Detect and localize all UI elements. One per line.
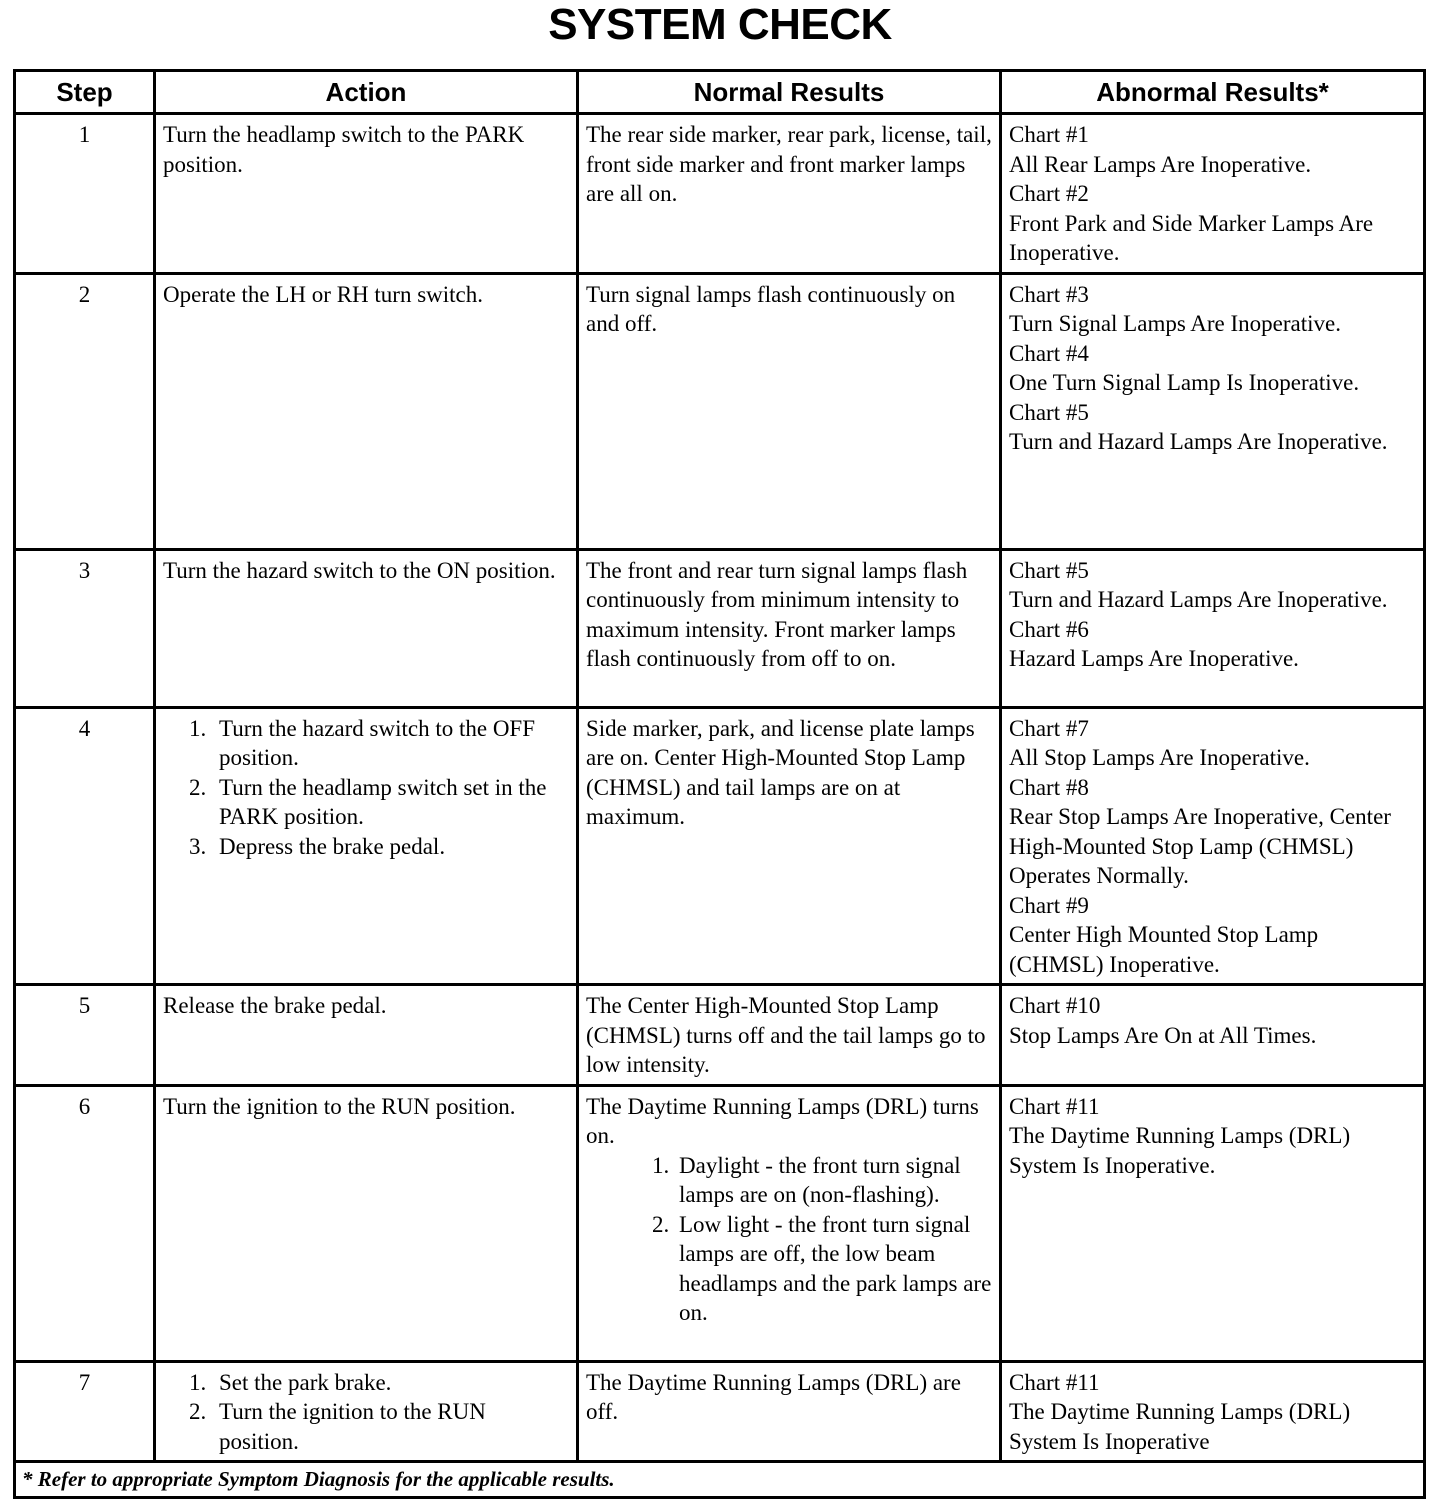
list-number: 2.: [189, 774, 207, 800]
chart-ref: Chart #9: [1009, 892, 1089, 918]
chart-ref: Chart #8: [1009, 774, 1089, 800]
normal-results: [579, 1087, 999, 1332]
step-number: 7: [78, 1369, 91, 1395]
action-text: Turn the headlamp switch to the PARK position.: [163, 122, 525, 177]
abnormal-condition: Stop Lamps Are On at All Times.: [1009, 1022, 1317, 1048]
step-number: 2: [78, 281, 91, 307]
normal-result-text: Turn signal lamps flash continuously on and off.: [586, 281, 956, 336]
normal-result-text: The Daytime Running Lamps (DRL) are off.: [586, 1369, 961, 1424]
abnormal-condition: All Rear Lamps Are Inoperative.: [1009, 151, 1312, 177]
list-number: 1.: [189, 715, 207, 741]
header-normal-results: Normal Results: [578, 71, 1001, 114]
action-steps: [156, 1363, 576, 1461]
list-number: 2.: [189, 1399, 207, 1424]
normal-result-text: The Center High-Mounted Stop Lamp (CHMSL) turns off and the tail lamps go to low intensity.: [586, 993, 986, 1077]
list-text: Low light - the front turn signal lamps are off, the low beam headlamps and the park lamps are on.: [679, 1211, 992, 1325]
list-item: [652, 1210, 994, 1328]
step-number: 5: [78, 993, 91, 1018]
chart-ref: Chart #10: [1009, 993, 1101, 1018]
abnormal-condition: Front Park and Side Marker Lamps Are Inoperative.: [1009, 210, 1374, 265]
step-number: 3: [78, 557, 91, 583]
list-text: Daylight - the front turn signal lamps are on (non-flashing).: [679, 1152, 961, 1207]
system-check-table: [13, 69, 1426, 1499]
abnormal-condition: Center High Mounted Stop Lamp (CHMSL) Inoperative.: [1009, 922, 1319, 977]
normal-result-text: Side marker, park, and license plate lamps are on. Center High-Mounted Stop Lamp (CHMSL) and tail lamps are on at maximum.: [586, 715, 975, 829]
abnormal-results: [1002, 115, 1423, 272]
chart-ref: Chart #5: [1009, 557, 1089, 583]
step-number: 4: [78, 715, 91, 741]
list-text: Turn the hazard switch to the OFF position.: [219, 715, 536, 770]
action-text: Operate the LH or RH turn switch.: [163, 281, 484, 307]
normal-result-text: The Daytime Running Lamps (DRL) turns on.: [586, 1093, 979, 1148]
list-item: [189, 1397, 571, 1456]
list-item: [189, 773, 571, 832]
action-text: Turn the hazard switch to the ON position.: [163, 557, 556, 583]
list-text: Depress the brake pedal.: [219, 833, 446, 859]
list-item: [189, 1368, 571, 1398]
step-number: 6: [78, 1093, 91, 1119]
list-number: 3.: [189, 833, 207, 859]
action-text: Turn the ignition to the RUN position.: [163, 1093, 516, 1119]
list-item: [652, 1151, 994, 1210]
list-text: Turn the ignition to the RUN position.: [219, 1399, 486, 1454]
abnormal-condition: One Turn Signal Lamp Is Inoperative.: [1009, 370, 1360, 395]
list-item: [189, 714, 571, 773]
abnormal-condition: Rear Stop Lamps Are Inoperative, Center High-Mounted Stop Lamp (CHMSL) Operates Normally.: [1009, 804, 1391, 888]
abnormal-results: [1002, 551, 1423, 678]
table-row: [15, 707, 1425, 985]
chart-ref: Chart #3: [1009, 281, 1089, 307]
abnormal-condition: Turn Signal Lamps Are Inoperative.: [1009, 311, 1341, 336]
header-action: Action: [155, 71, 578, 114]
table-row: [15, 549, 1425, 707]
normal-result-text: The front and rear turn signal lamps flash continuously from minimum intensity to maximum intensity. Front marker lamps flash continuously from off to on.: [586, 557, 968, 671]
table-row: [15, 1361, 1425, 1462]
table-row: [15, 985, 1425, 1086]
abnormal-results: [1002, 275, 1423, 461]
abnormal-condition: Turn and Hazard Lamps Are Inoperative.: [1009, 587, 1388, 612]
chart-ref: Chart #5: [1009, 399, 1089, 425]
list-item: [189, 832, 571, 862]
chart-ref: Chart #7: [1009, 715, 1089, 741]
chart-ref: Chart #1: [1009, 122, 1089, 147]
list-number: 2.: [652, 1211, 670, 1237]
chart-ref: Chart #11: [1009, 1369, 1100, 1395]
chart-ref: Chart #6: [1009, 616, 1089, 642]
abnormal-results: [1002, 709, 1423, 984]
footnote-row: [15, 1462, 1425, 1498]
action-steps: [156, 709, 576, 866]
list-text: Set the park brake.: [219, 1369, 392, 1395]
chart-ref: Chart #4: [1009, 340, 1089, 366]
abnormal-condition: Turn and Hazard Lamps Are Inoperative.: [1009, 429, 1388, 454]
abnormal-condition: Hazard Lamps Are Inoperative.: [1009, 646, 1299, 671]
footnote: * Refer to appropriate Symptom Diagnosis for the applicable results.: [22, 1467, 615, 1491]
chart-ref: Chart #11: [1009, 1093, 1100, 1119]
table-row: [15, 114, 1425, 274]
step-number: 1: [78, 122, 91, 147]
header-row: [15, 71, 1425, 114]
list-text: Turn the headlamp switch set in the PARK position.: [219, 774, 547, 829]
abnormal-results: [1002, 1087, 1423, 1185]
abnormal-results: [1002, 986, 1423, 1054]
action-text: Release the brake pedal.: [163, 993, 387, 1018]
abnormal-results: [1002, 1363, 1423, 1461]
header-step: Step: [15, 71, 155, 114]
header-abnormal-results: Abnormal Results*: [1001, 71, 1425, 114]
page-title: SYSTEM CHECK: [548, 0, 892, 49]
table-row: [15, 1085, 1425, 1361]
list-number: 1.: [189, 1369, 207, 1395]
table-row: [15, 273, 1425, 549]
list-number: 1.: [652, 1152, 670, 1178]
abnormal-condition: All Stop Lamps Are Inoperative.: [1009, 745, 1310, 770]
abnormal-condition: The Daytime Running Lamps (DRL) System Is Inoperative: [1009, 1399, 1351, 1454]
chart-ref: Chart #2: [1009, 181, 1089, 206]
abnormal-condition: The Daytime Running Lamps (DRL) System Is Inoperative.: [1009, 1123, 1351, 1178]
normal-result-text: The rear side marker, rear park, license, tail, front side marker and front marker lamps are all on.: [586, 122, 992, 206]
